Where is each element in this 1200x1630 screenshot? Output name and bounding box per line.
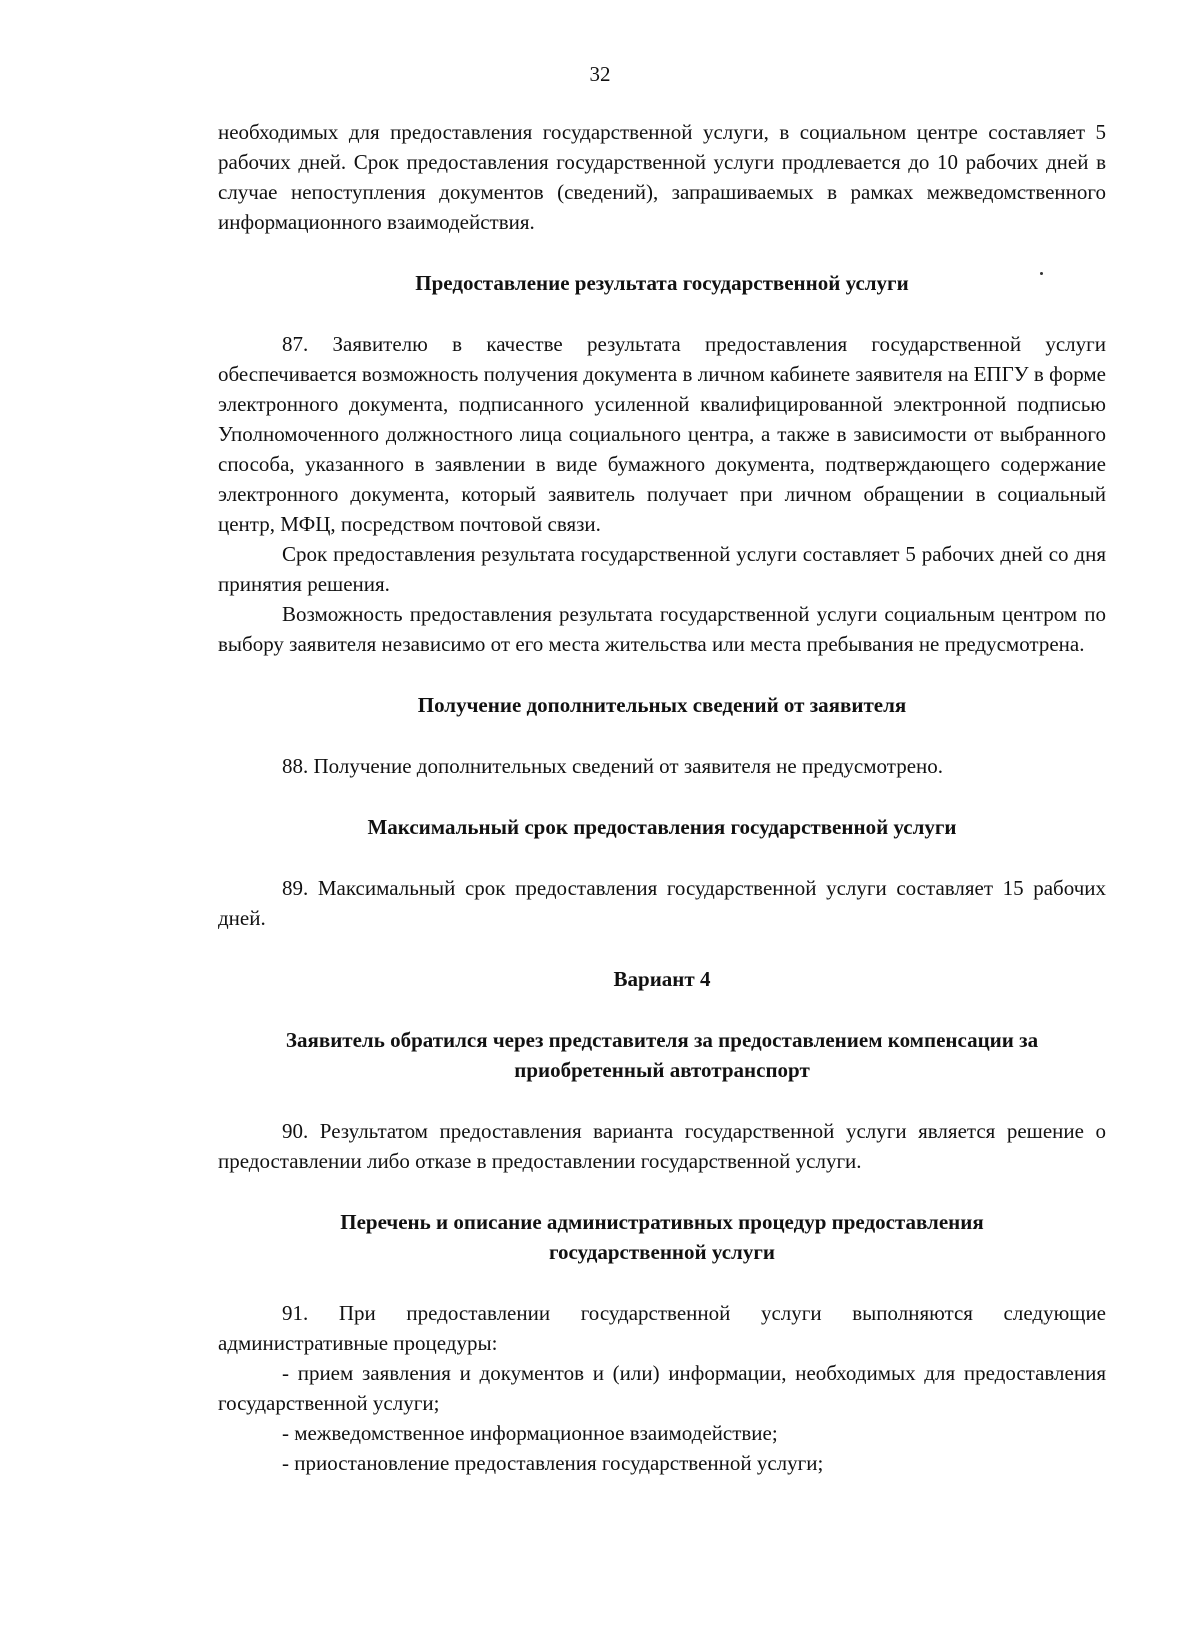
page-number: 32 [589, 62, 611, 86]
list-item-suspension: - приостановление предоставления государственной услуги; [282, 1451, 824, 1475]
spacer [218, 1267, 1106, 1298]
heading-procedures-line-1: Перечень и описание административных процедур предоставления [340, 1210, 984, 1234]
paragraph-90: 90. Результатом предоставления варианта государственной услуги является решение о предоставлении либо отказе в предоставлении государственной услуги. [218, 1119, 1106, 1173]
heading-max-term: Максимальный срок предоставления государственной услуги [367, 815, 957, 839]
heading-applicant-line-1: Заявитель обратился через представителя за предоставлением компенсации за [285, 1028, 1039, 1052]
list-item-interaction: - межведомственное информационное взаимодействие; [282, 1421, 778, 1445]
spacer [218, 237, 1106, 268]
spacer [218, 1085, 1106, 1116]
paragraph-87-possibility: Возможность предоставления результата государственной услуги социальным центром по выбору заявителя независимо от его места жительства или места пребывания не предусмотрена. [218, 602, 1106, 656]
spacer [218, 933, 1106, 964]
heading-result: Предоставление результата государственной услуги [415, 271, 909, 295]
spacer [218, 1176, 1106, 1207]
spacer [218, 720, 1106, 751]
paragraph-87: 87. Заявителю в качестве результата предоставления государственной услуги обеспечивается возможность получения документа в личном кабинете заявителя на ЕПГУ в форме электронного документа, подписанного усиленной квалифицированной электронной подписью Уполномоченного должностного лица социального центра, а также в зависимости от выбранного способа, указанного в заявлении в виде бумажного документа, подтверждающего содержание электронного документа, который заявитель получает при личном обращении в социальный центр, МФЦ, посредством почтовой связи. [218, 332, 1106, 536]
paragraph-intro: необходимых для предоставления государственной услуги, в социальном центре составляет 5 рабочих дней. Срок предоставления государственной услуги продлевается до 10 рабочих дней в случае непоступления документов (сведений), запрашиваемых в рамках межведомственного информационного взаимодействия. [218, 120, 1106, 234]
list-item-reception: - прием заявления и документов и (или) информации, необходимых для предоставления государственной услуги; [218, 1361, 1106, 1415]
paragraph-88: 88. Получение дополнительных сведений от заявителя не предусмотрено. [282, 754, 943, 778]
spacer [218, 298, 1106, 329]
heading-additional-info: Получение дополнительных сведений от заявителя [417, 693, 907, 717]
paragraph-91: 91. При предоставлении государственной услуги выполняются следующие административные процедуры: [218, 1301, 1106, 1355]
heading-procedures-line-2: государственной услуги [549, 1240, 775, 1264]
spacer [218, 994, 1106, 1025]
paragraph-89: 89. Максимальный срок предоставления государственной услуги составляет 15 рабочих дней. [218, 876, 1106, 930]
heading-variant-4: Вариант 4 [613, 967, 711, 991]
spacer [218, 781, 1106, 812]
heading-applicant-line-2: приобретенный автотранспорт [514, 1058, 810, 1082]
spacer [218, 659, 1106, 690]
spacer [218, 842, 1106, 873]
paragraph-87-term: Срок предоставления результата государственной услуги составляет 5 рабочих дней со дня принятия решения. [218, 542, 1106, 596]
document-body [218, 117, 1106, 1478]
